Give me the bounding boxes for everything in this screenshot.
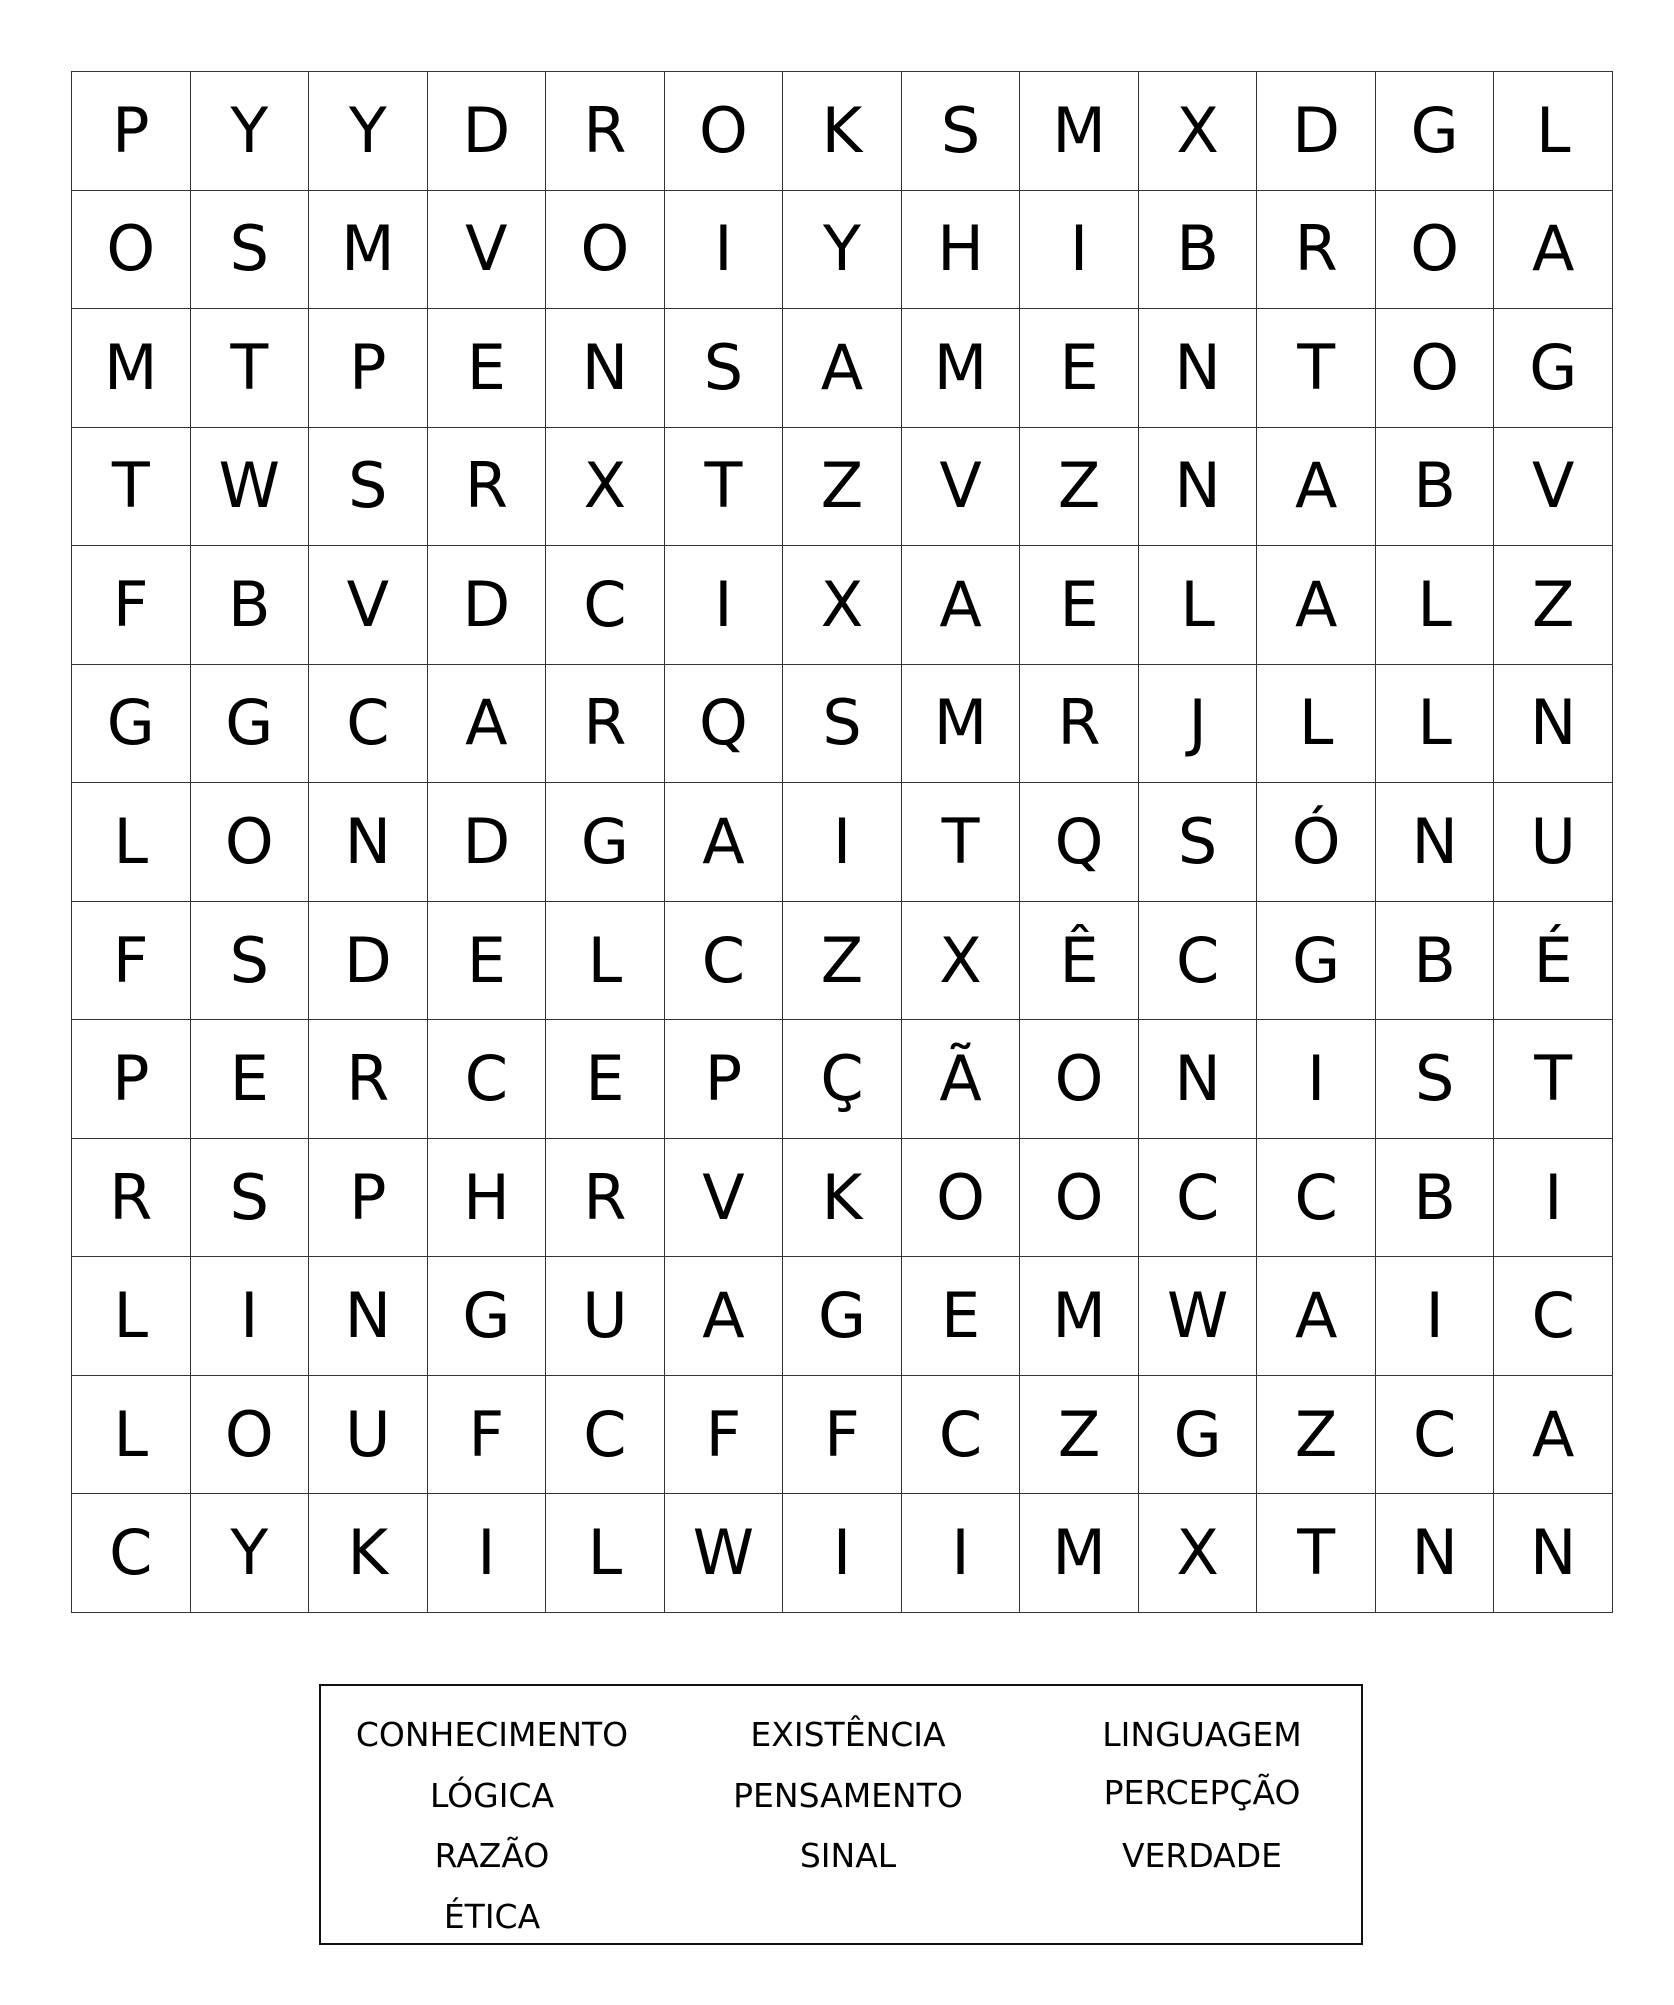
grid-cell-r5-c8[interactable]: R: [1020, 665, 1139, 784]
grid-cell-r9-c9[interactable]: C: [1139, 1139, 1258, 1258]
grid-cell-r11-c0[interactable]: L: [72, 1376, 191, 1495]
grid-cell-r0-c1[interactable]: Y: [191, 72, 310, 191]
grid-cell-r3-c6[interactable]: Z: [783, 428, 902, 547]
grid-cell-r12-c4[interactable]: L: [546, 1494, 665, 1613]
grid-cell-r1-c10[interactable]: R: [1257, 191, 1376, 310]
grid-cell-r0-c12[interactable]: L: [1494, 72, 1613, 191]
grid-cell-r11-c3[interactable]: F: [428, 1376, 547, 1495]
grid-cell-r1-c7[interactable]: H: [902, 191, 1021, 310]
grid-cell-r7-c7[interactable]: X: [902, 902, 1021, 1021]
grid-cell-r11-c4[interactable]: C: [546, 1376, 665, 1495]
grid-cell-r12-c10[interactable]: T: [1257, 1494, 1376, 1613]
grid-cell-r0-c3[interactable]: D: [428, 72, 547, 191]
grid-cell-r7-c5[interactable]: C: [665, 902, 784, 1021]
grid-cell-r6-c7[interactable]: T: [902, 783, 1021, 902]
grid-cell-r6-c5[interactable]: A: [665, 783, 784, 902]
grid-cell-r5-c11[interactable]: L: [1376, 665, 1495, 784]
grid-cell-r8-c12[interactable]: T: [1494, 1020, 1613, 1139]
grid-cell-r3-c3[interactable]: R: [428, 428, 547, 547]
word-bank-item: SINAL: [799, 1836, 897, 1875]
grid-cell-r7-c2[interactable]: D: [309, 902, 428, 1021]
grid-cell-r5-c3[interactable]: A: [428, 665, 547, 784]
grid-cell-r1-c11[interactable]: O: [1376, 191, 1495, 310]
grid-cell-r11-c1[interactable]: O: [191, 1376, 310, 1495]
grid-cell-r7-c0[interactable]: F: [72, 902, 191, 1021]
grid-cell-r2-c8[interactable]: E: [1020, 309, 1139, 428]
grid-cell-r5-c1[interactable]: G: [191, 665, 310, 784]
grid-cell-r12-c5[interactable]: W: [665, 1494, 784, 1613]
grid-cell-r9-c2[interactable]: P: [309, 1139, 428, 1258]
grid-cell-r3-c7[interactable]: V: [902, 428, 1021, 547]
word-bank-item: VERDADE: [1121, 1836, 1283, 1875]
grid-cell-r2-c1[interactable]: T: [191, 309, 310, 428]
grid-cell-r10-c6[interactable]: G: [783, 1257, 902, 1376]
grid-cell-r5-c5[interactable]: Q: [665, 665, 784, 784]
grid-cell-r9-c5[interactable]: V: [665, 1139, 784, 1258]
word-bank-item: CONHECIMENTO: [355, 1715, 629, 1754]
grid-cell-r2-c4[interactable]: N: [546, 309, 665, 428]
grid-cell-r7-c12[interactable]: É: [1494, 902, 1613, 1021]
word-bank-item: EXISTÊNCIA: [750, 1715, 946, 1754]
word-bank: [319, 1684, 1363, 1945]
grid-cell-r9-c6[interactable]: K: [783, 1139, 902, 1258]
grid-cell-r8-c6[interactable]: Ç: [783, 1020, 902, 1139]
grid-cell-r6-c9[interactable]: S: [1139, 783, 1258, 902]
grid-cell-r7-c9[interactable]: C: [1139, 902, 1258, 1021]
grid-cell-r8-c11[interactable]: S: [1376, 1020, 1495, 1139]
grid-cell-r3-c5[interactable]: T: [665, 428, 784, 547]
grid-cell-r2-c6[interactable]: A: [783, 309, 902, 428]
grid-cell-r6-c8[interactable]: Q: [1020, 783, 1139, 902]
grid-cell-r9-c4[interactable]: R: [546, 1139, 665, 1258]
grid-cell-r12-c1[interactable]: Y: [191, 1494, 310, 1613]
grid-cell-r0-c2[interactable]: Y: [309, 72, 428, 191]
grid-cell-r3-c9[interactable]: N: [1139, 428, 1258, 547]
grid-cell-r5-c10[interactable]: L: [1257, 665, 1376, 784]
grid-cell-r6-c1[interactable]: O: [191, 783, 310, 902]
grid-cell-r3-c1[interactable]: W: [191, 428, 310, 547]
grid-cell-r12-c12[interactable]: N: [1494, 1494, 1613, 1613]
grid-cell-r7-c6[interactable]: Z: [783, 902, 902, 1021]
grid-cell-r10-c10[interactable]: A: [1257, 1257, 1376, 1376]
grid-cell-r7-c4[interactable]: L: [546, 902, 665, 1021]
grid-cell-r9-c10[interactable]: C: [1257, 1139, 1376, 1258]
grid-cell-r10-c11[interactable]: I: [1376, 1257, 1495, 1376]
grid-cell-r1-c8[interactable]: I: [1020, 191, 1139, 310]
grid-cell-r8-c3[interactable]: C: [428, 1020, 547, 1139]
grid-cell-r8-c8[interactable]: O: [1020, 1020, 1139, 1139]
grid-cell-r9-c3[interactable]: H: [428, 1139, 547, 1258]
grid-cell-r7-c10[interactable]: G: [1257, 902, 1376, 1021]
grid-cell-r4-c2[interactable]: V: [309, 546, 428, 665]
grid-cell-r1-c3[interactable]: V: [428, 191, 547, 310]
grid-cell-r3-c4[interactable]: X: [546, 428, 665, 547]
grid-cell-r10-c7[interactable]: E: [902, 1257, 1021, 1376]
grid-cell-r6-c3[interactable]: D: [428, 783, 547, 902]
grid-cell-r11-c8[interactable]: Z: [1020, 1376, 1139, 1495]
grid-cell-r5-c12[interactable]: N: [1494, 665, 1613, 784]
grid-cell-r5-c9[interactable]: J: [1139, 665, 1258, 784]
word-bank-item: PENSAMENTO: [733, 1776, 963, 1815]
grid-cell-r11-c10[interactable]: Z: [1257, 1376, 1376, 1495]
grid-cell-r4-c3[interactable]: D: [428, 546, 547, 665]
grid-cell-r6-c0[interactable]: L: [72, 783, 191, 902]
grid-cell-r2-c10[interactable]: T: [1257, 309, 1376, 428]
grid-cell-r12-c3[interactable]: I: [428, 1494, 547, 1613]
grid-cell-r9-c8[interactable]: O: [1020, 1139, 1139, 1258]
grid-cell-r7-c8[interactable]: Ê: [1020, 902, 1139, 1021]
grid-cell-r8-c7[interactable]: Ã: [902, 1020, 1021, 1139]
grid-cell-r4-c6[interactable]: X: [783, 546, 902, 665]
grid-cell-r10-c3[interactable]: G: [428, 1257, 547, 1376]
word-bank-item: RAZÃO: [434, 1836, 550, 1875]
grid-cell-r0-c7[interactable]: S: [902, 72, 1021, 191]
grid-cell-r7-c1[interactable]: S: [191, 902, 310, 1021]
grid-cell-r11-c2[interactable]: U: [309, 1376, 428, 1495]
grid-cell-r5-c0[interactable]: G: [72, 665, 191, 784]
grid-cell-r6-c6[interactable]: I: [783, 783, 902, 902]
grid-cell-r8-c9[interactable]: N: [1139, 1020, 1258, 1139]
grid-cell-r3-c11[interactable]: B: [1376, 428, 1495, 547]
grid-cell-r4-c7[interactable]: A: [902, 546, 1021, 665]
grid-cell-r7-c3[interactable]: E: [428, 902, 547, 1021]
grid-cell-r2-c11[interactable]: O: [1376, 309, 1495, 428]
grid-cell-r10-c12[interactable]: C: [1494, 1257, 1613, 1376]
grid-cell-r6-c11[interactable]: N: [1376, 783, 1495, 902]
grid-cell-r10-c2[interactable]: N: [309, 1257, 428, 1376]
grid-cell-r12-c9[interactable]: X: [1139, 1494, 1258, 1613]
grid-cell-r8-c0[interactable]: P: [72, 1020, 191, 1139]
grid-cell-r9-c7[interactable]: O: [902, 1139, 1021, 1258]
grid-cell-r2-c12[interactable]: G: [1494, 309, 1613, 428]
grid-cell-r1-c12[interactable]: A: [1494, 191, 1613, 310]
grid-cell-r4-c0[interactable]: F: [72, 546, 191, 665]
grid-cell-r2-c3[interactable]: E: [428, 309, 547, 428]
grid-cell-r4-c1[interactable]: B: [191, 546, 310, 665]
grid-cell-r12-c7[interactable]: I: [902, 1494, 1021, 1613]
grid-cell-r4-c5[interactable]: I: [665, 546, 784, 665]
grid-cell-r3-c8[interactable]: Z: [1020, 428, 1139, 547]
grid-cell-r12-c11[interactable]: N: [1376, 1494, 1495, 1613]
grid-cell-r3-c2[interactable]: S: [309, 428, 428, 547]
grid-cell-r9-c1[interactable]: S: [191, 1139, 310, 1258]
grid-cell-r12-c8[interactable]: M: [1020, 1494, 1139, 1613]
word-bank-item: ÉTICA: [443, 1897, 541, 1936]
grid-cell-r5-c7[interactable]: M: [902, 665, 1021, 784]
grid-cell-r11-c12[interactable]: A: [1494, 1376, 1613, 1495]
grid-cell-r0-c9[interactable]: X: [1139, 72, 1258, 191]
grid-cell-r4-c12[interactable]: Z: [1494, 546, 1613, 665]
grid-cell-r8-c2[interactable]: R: [309, 1020, 428, 1139]
grid-cell-r10-c1[interactable]: I: [191, 1257, 310, 1376]
grid-cell-r8-c1[interactable]: E: [191, 1020, 310, 1139]
grid-cell-r7-c11[interactable]: B: [1376, 902, 1495, 1021]
grid-cell-r4-c10[interactable]: A: [1257, 546, 1376, 665]
word-bank-item: LINGUAGEM: [1102, 1715, 1302, 1754]
grid-cell-r1-c6[interactable]: Y: [783, 191, 902, 310]
grid-cell-r0-c11[interactable]: G: [1376, 72, 1495, 191]
grid-cell-r5-c6[interactable]: S: [783, 665, 902, 784]
grid-cell-r11-c5[interactable]: F: [665, 1376, 784, 1495]
grid-cell-r10-c4[interactable]: U: [546, 1257, 665, 1376]
grid-cell-r8-c4[interactable]: E: [546, 1020, 665, 1139]
grid-cell-r0-c8[interactable]: M: [1020, 72, 1139, 191]
word-bank-item: PERCEPÇÃO: [1103, 1773, 1301, 1812]
grid-cell-r1-c5[interactable]: I: [665, 191, 784, 310]
grid-cell-r4-c11[interactable]: L: [1376, 546, 1495, 665]
grid-cell-r10-c5[interactable]: A: [665, 1257, 784, 1376]
grid-cell-r4-c9[interactable]: L: [1139, 546, 1258, 665]
grid-cell-r5-c2[interactable]: C: [309, 665, 428, 784]
grid-cell-r2-c9[interactable]: N: [1139, 309, 1258, 428]
grid-cell-r6-c10[interactable]: Ó: [1257, 783, 1376, 902]
grid-cell-r4-c4[interactable]: C: [546, 546, 665, 665]
grid-cell-r0-c10[interactable]: D: [1257, 72, 1376, 191]
grid-cell-r2-c2[interactable]: P: [309, 309, 428, 428]
grid-cell-r1-c4[interactable]: O: [546, 191, 665, 310]
grid-cell-r3-c0[interactable]: T: [72, 428, 191, 547]
grid-cell-r6-c12[interactable]: U: [1494, 783, 1613, 902]
grid-cell-r2-c0[interactable]: M: [72, 309, 191, 428]
grid-cell-r3-c12[interactable]: V: [1494, 428, 1613, 547]
grid-cell-r8-c5[interactable]: P: [665, 1020, 784, 1139]
word-search-grid: [71, 71, 1613, 1613]
grid-cell-r6-c2[interactable]: N: [309, 783, 428, 902]
grid-cell-r1-c9[interactable]: B: [1139, 191, 1258, 310]
grid-cell-r9-c12[interactable]: I: [1494, 1139, 1613, 1258]
grid-cell-r11-c6[interactable]: F: [783, 1376, 902, 1495]
grid-cell-r0-c0[interactable]: P: [72, 72, 191, 191]
grid-cell-r4-c8[interactable]: E: [1020, 546, 1139, 665]
grid-cell-r12-c0[interactable]: C: [72, 1494, 191, 1613]
grid-cell-r2-c7[interactable]: M: [902, 309, 1021, 428]
grid-cell-r3-c10[interactable]: A: [1257, 428, 1376, 547]
grid-cell-r11-c7[interactable]: C: [902, 1376, 1021, 1495]
grid-cell-r9-c11[interactable]: B: [1376, 1139, 1495, 1258]
grid-cell-r12-c6[interactable]: I: [783, 1494, 902, 1613]
grid-cell-r6-c4[interactable]: G: [546, 783, 665, 902]
grid-cell-r9-c0[interactable]: R: [72, 1139, 191, 1258]
grid-cell-r1-c0[interactable]: O: [72, 191, 191, 310]
grid-cell-r12-c2[interactable]: K: [309, 1494, 428, 1613]
grid-cell-r11-c11[interactable]: C: [1376, 1376, 1495, 1495]
grid-cell-r8-c10[interactable]: I: [1257, 1020, 1376, 1139]
grid-cell-r10-c0[interactable]: L: [72, 1257, 191, 1376]
grid-cell-r0-c6[interactable]: K: [783, 72, 902, 191]
grid-cell-r10-c9[interactable]: W: [1139, 1257, 1258, 1376]
grid-cell-r1-c1[interactable]: S: [191, 191, 310, 310]
grid-cell-r11-c9[interactable]: G: [1139, 1376, 1258, 1495]
grid-cell-r0-c5[interactable]: O: [665, 72, 784, 191]
word-bank-item: LÓGICA: [429, 1776, 555, 1815]
grid-cell-r1-c2[interactable]: M: [309, 191, 428, 310]
grid-cell-r10-c8[interactable]: M: [1020, 1257, 1139, 1376]
grid-cell-r0-c4[interactable]: R: [546, 72, 665, 191]
grid-cell-r5-c4[interactable]: R: [546, 665, 665, 784]
grid-cell-r2-c5[interactable]: S: [665, 309, 784, 428]
